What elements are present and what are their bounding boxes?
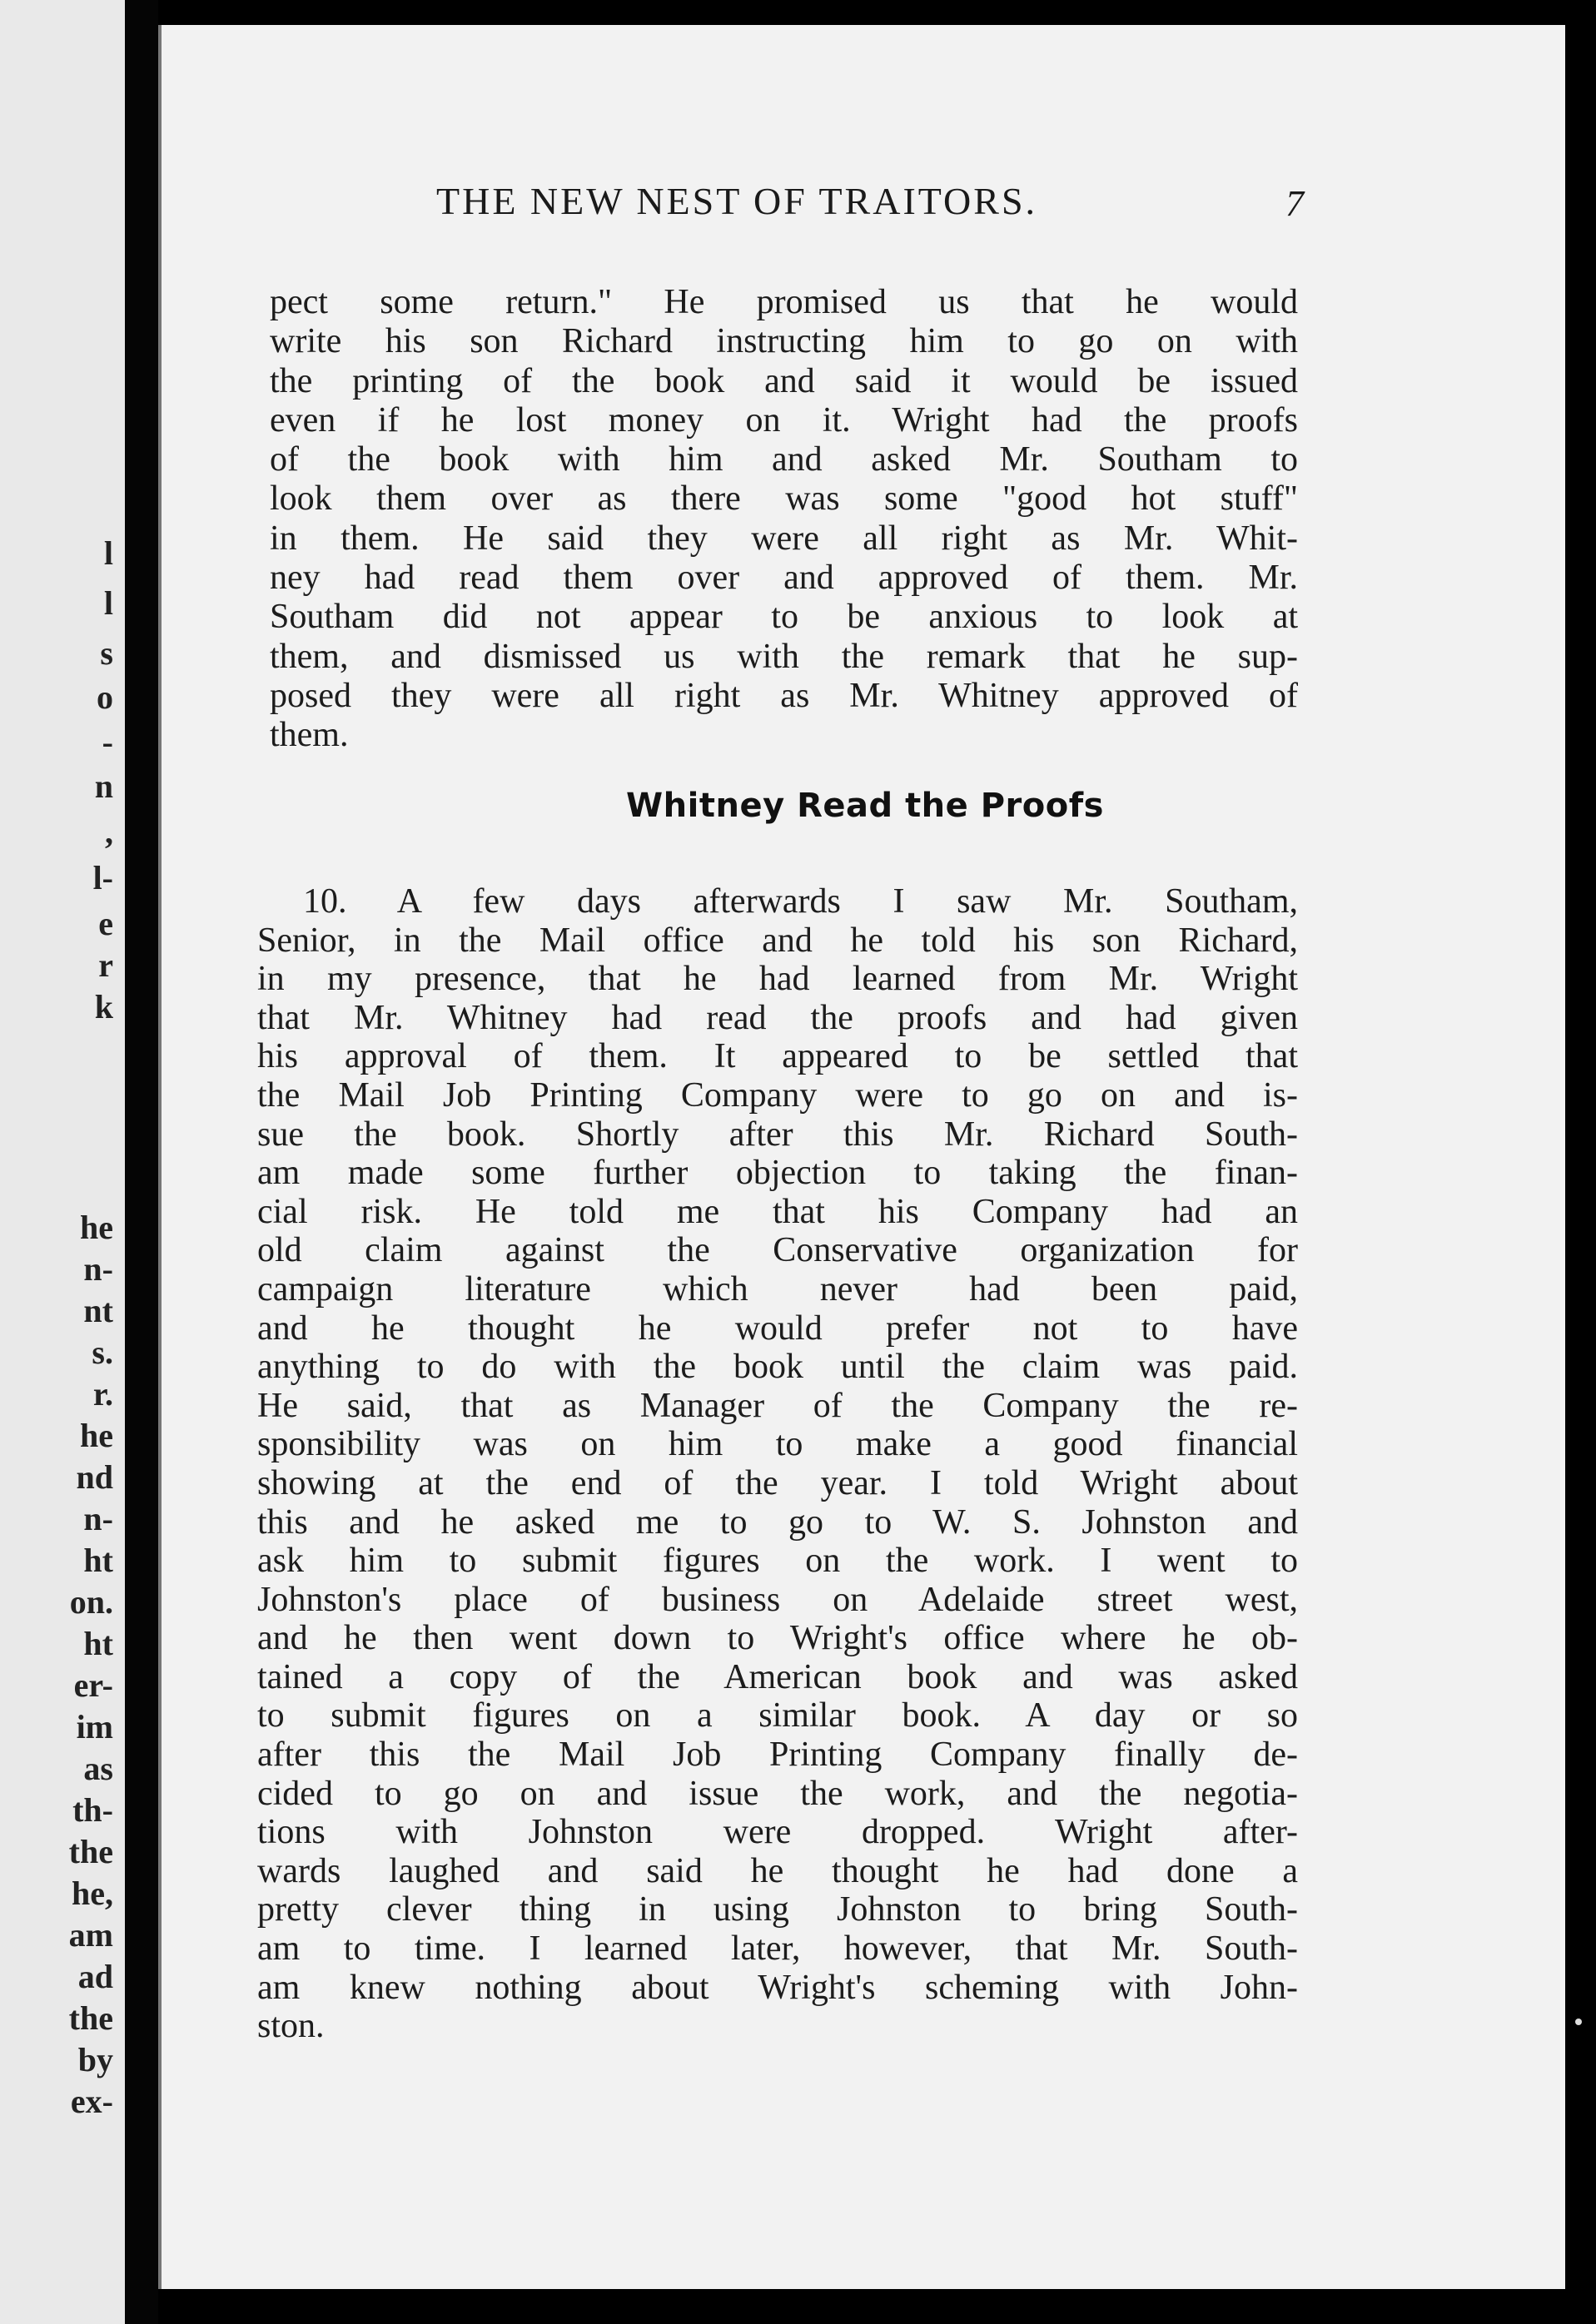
left-page-text-fragment: the — [68, 1833, 113, 1870]
running-head — [162, 179, 1569, 229]
text-line: showing at the end of the year. I told Wright about — [257, 1463, 1298, 1502]
book-page — [158, 25, 1565, 2289]
left-page-text-fragment: nt — [83, 1292, 113, 1329]
left-page-text-fragment: on. — [69, 1583, 113, 1621]
text-line: and he then went down to Wright's office where he ob- — [257, 1619, 1298, 1658]
section-heading: Whitney Read the Proofs — [626, 787, 1104, 825]
text-line: He said, that as Manager of the Company the re- — [257, 1386, 1298, 1425]
text-line: in my presence, that he had learned from Mr. Wright — [257, 960, 1298, 999]
text-line: cial risk. He told me that his Company had an — [257, 1192, 1298, 1231]
left-page-text-fragment: n — [94, 767, 113, 805]
text-line: am made some further objection to taking the finan- — [257, 1154, 1298, 1193]
left-page-text-fragment: s — [100, 634, 113, 672]
text-line: posed they were all right as Mr. Whitney approved of — [270, 676, 1298, 715]
text-line: the printing of the book and said it would be issued — [270, 361, 1298, 400]
text-line: cided to go on and issue the work, and the negotia- — [257, 1774, 1298, 1813]
left-page-text-fragment: the — [68, 1999, 113, 2037]
left-page-text-fragment: n- — [83, 1500, 113, 1537]
left-page-text-fragment: e — [98, 905, 113, 942]
running-title: THE NEW NEST OF TRAITORS. — [436, 180, 1038, 222]
left-page-text-fragment: im — [76, 1708, 113, 1745]
text-line: to submit figures on a similar book. A day or so — [257, 1696, 1298, 1736]
text-line: write his son Richard instructing him to go on with — [270, 322, 1298, 361]
text-line: am knew nothing about Wright's scheming with John- — [257, 1968, 1298, 2007]
text-line: 10. A few days afterwards I saw Mr. Southam, — [303, 882, 1298, 921]
left-page-text-fragment: by — [77, 2041, 113, 2078]
text-line: ask him to submit figures on the work. I went to — [257, 1542, 1298, 1581]
left-page-text-fragment: o — [97, 678, 113, 716]
left-page-text-fragment: ht — [83, 1542, 113, 1579]
left-page-text-fragment: ad — [77, 1958, 113, 1995]
left-page-text-fragment: he — [80, 1417, 113, 1454]
text-line: tions with Johnston were dropped. Wright after- — [257, 1813, 1298, 1852]
text-line: even if he lost money on it. Wright had the proofs — [270, 400, 1298, 439]
paragraph-continued — [270, 283, 1298, 756]
text-line: of the book with him and asked Mr. Southam to — [270, 440, 1298, 479]
paragraph-10 — [257, 882, 1298, 2046]
left-page-text-fragment: l- — [92, 859, 113, 896]
left-page-text-fragment: r. — [92, 1375, 113, 1413]
left-page-text-fragment: s. — [92, 1333, 113, 1371]
text-line: this and he asked me to go to W. S. Johnston and — [257, 1502, 1298, 1542]
left-page-text-fragment: n- — [83, 1250, 113, 1288]
text-line: sue the book. Shortly after this Mr. Richard South- — [257, 1115, 1298, 1154]
left-page-text-fragment: am — [68, 1916, 113, 1954]
left-page-text-fragment: l — [103, 584, 113, 622]
text-line: in them. He said they were all right as Mr. Whit- — [270, 519, 1298, 558]
text-line: ston. — [257, 2007, 325, 2046]
left-page-text-fragment: l — [103, 534, 113, 572]
text-line: sponsibility was on him to make a good financial — [257, 1425, 1298, 1464]
scan-blemish — [1575, 2019, 1582, 2025]
text-line: campaign literature which never had been paid, — [257, 1269, 1298, 1308]
left-page-text-fragment: ex- — [70, 2083, 113, 2120]
text-line: them, and dismissed us with the remark that he sup- — [270, 637, 1298, 676]
scan-edge — [1565, 0, 1596, 2324]
left-page-text-fragment: he — [80, 1209, 113, 1246]
text-line: pretty clever thing in using Johnston to bring South- — [257, 1890, 1298, 1929]
text-line: Senior, in the Mail office and he told his son Richard, — [257, 921, 1298, 960]
left-page-fragment — [0, 0, 125, 2324]
text-line: am to time. I learned later, however, that Mr. South- — [257, 1929, 1298, 1969]
left-page-text-fragment: as — [83, 1750, 113, 1787]
text-line: tained a copy of the American book and was asked — [257, 1657, 1298, 1696]
text-line: look them over as there was some "good hot stuff" — [270, 479, 1298, 519]
left-page-text-fragment: , — [105, 813, 113, 851]
text-line: old claim against the Conservative organization for — [257, 1231, 1298, 1270]
left-page-text-fragment: r — [98, 946, 113, 984]
text-line: wards laughed and said he thought he had done a — [257, 1851, 1298, 1890]
left-page-text-fragment: er- — [73, 1666, 113, 1704]
page-gutter — [125, 0, 158, 2324]
left-page-text-fragment: th- — [72, 1791, 113, 1829]
text-line: the Mail Job Printing Company were to go on and is- — [257, 1075, 1298, 1115]
text-line: pect some return." He promised us that he would — [270, 283, 1298, 321]
text-line: Southam did not appear to be anxious to look at — [270, 598, 1298, 637]
text-line: them. — [270, 716, 349, 755]
text-line: Johnston's place of business on Adelaide street west, — [257, 1580, 1298, 1619]
left-page-text-fragment: nd — [76, 1458, 113, 1496]
text-line: that Mr. Whitney had read the proofs and had given — [257, 998, 1298, 1037]
left-page-text-fragment: - — [102, 723, 113, 761]
text-line: after this the Mail Job Printing Company finally de- — [257, 1736, 1298, 1775]
text-line: ney had read them over and approved of them. Mr. — [270, 559, 1298, 598]
page-number: 7 — [1285, 183, 1304, 224]
left-page-text-fragment: he, — [72, 1875, 113, 1912]
text-line: anything to do with the book until the claim was paid. — [257, 1348, 1298, 1387]
left-page-text-fragment: k — [94, 988, 113, 1025]
left-page-text-fragment: ht — [83, 1625, 113, 1662]
text-line: his approval of them. It appeared to be settled that — [257, 1037, 1298, 1076]
text-line: and he thought he would prefer not to have — [257, 1308, 1298, 1348]
